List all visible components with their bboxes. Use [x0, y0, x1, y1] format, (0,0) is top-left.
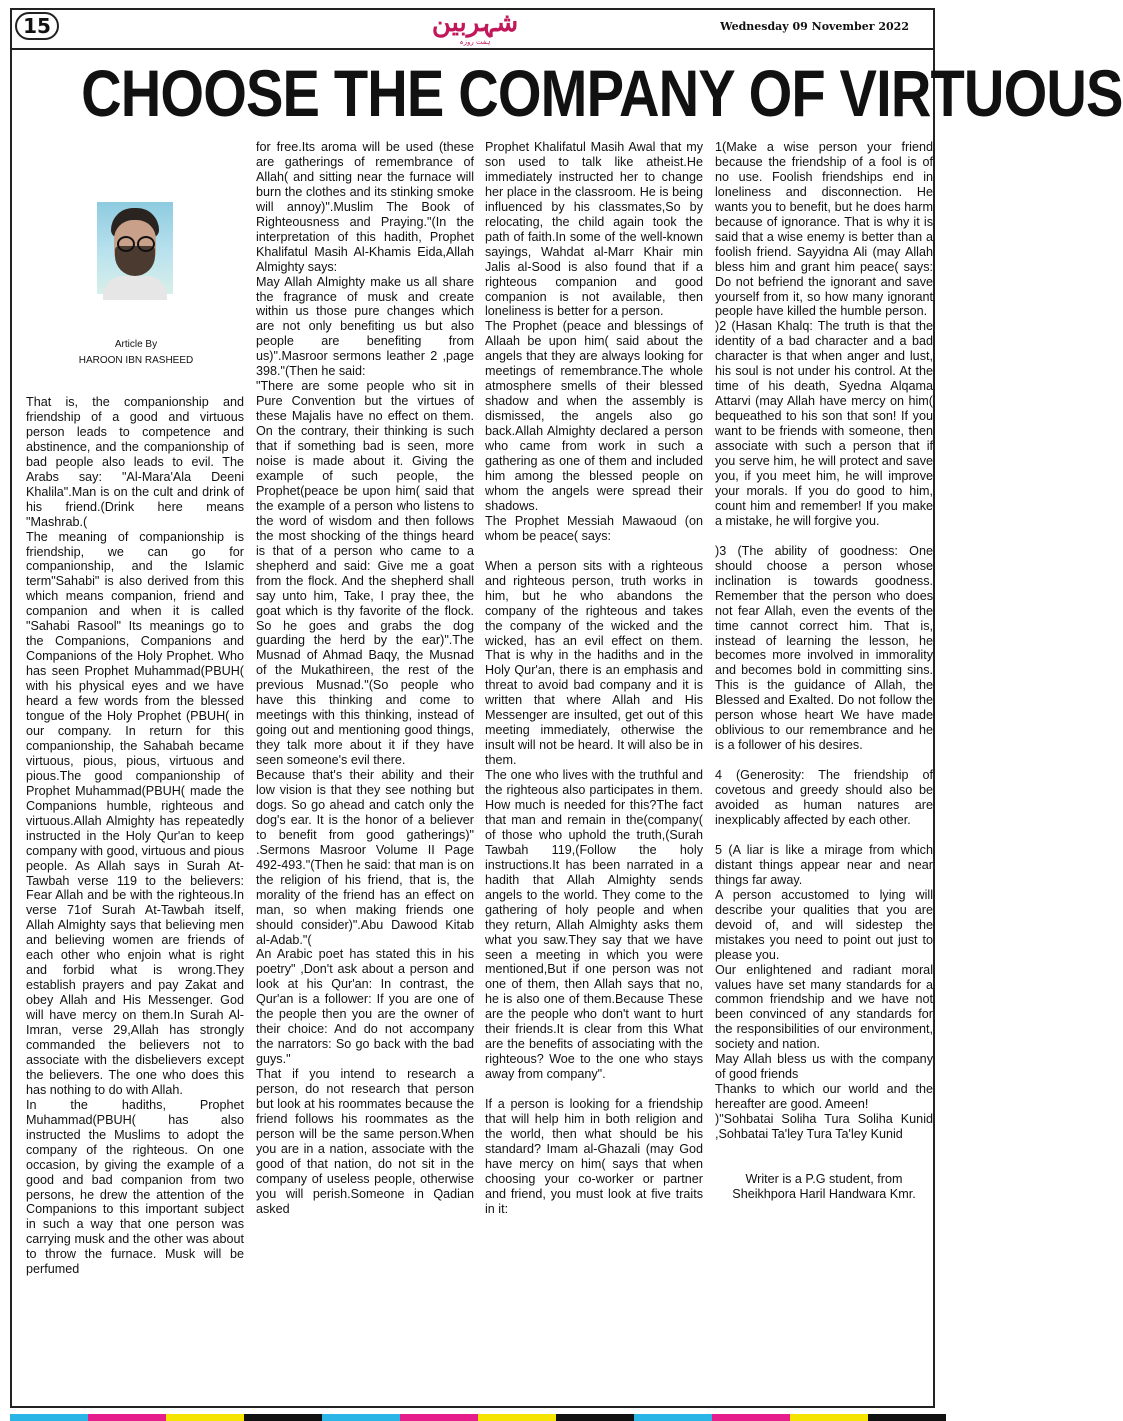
article-paragraph: May Allah bless us with the company of good friends [715, 1052, 933, 1082]
byline-label: Article By [114, 339, 158, 350]
article-paragraph: Prophet Khalifatul Masih Awal that my son used to talk like atheist.He immediately instructed her to change her place in the classroom. He is being influenced by his classmates,So by relocating, the child again took the path of faith.In some of the well-known sayings, Wahdat al-Marr Khair min Jalis al-Sood is also found that if a righteous companion and good companion is not available, then loneliness is better for a person. [485, 140, 703, 319]
article-paragraph: May Allah Almighty make us all share the fragrance of musk and create within us those pure changes which are not only benefiting us but also people are benefiting from us)".Masroor sermons leather 2 ,page 398."(Then he said: [256, 274, 474, 379]
color-swatch [166, 1414, 244, 1421]
article-paragraph: 5 (A liar is like a mirage from which distant things appear near and near things far away. [715, 842, 933, 887]
article-paragraph: The Prophet Messiah Mawaoud (on whom be peace( says: [485, 513, 703, 543]
color-swatch [400, 1414, 478, 1421]
article-paragraph: The Prophet (peace and blessings of Allaah be upon him( said about the angels that they are always looking for meetings of remembrance.The whole atmosphere smells of their blessed shadow and when the assembly is dismissed, the angels also go back.Allah Almighty declared a person who came from work in such a gathering as one of them and included him among the blessed people on whom the angels were spread their shadows. [485, 319, 703, 513]
writer-note: Writer is a P.G student, from Sheikhpora Haril Handwara Kmr. [732, 1172, 916, 1201]
author-photo [97, 202, 173, 294]
masthead-tagline: ہفت روزہ [459, 38, 491, 46]
article-paragraph: )3 (The ability of goodness: One should choose a person whose inclination is towards goodness. Remember that the person who does not fear Allah, even the events of the time cannot correct him. That is, instead of learning the lesson, he becomes more involved in immorality and becomes bold in committing sins. This is the guidance of Allah, the Blessed and Exalted. Do not follow the person whose heart We have made oblivious to our remembrance and he is a follower of his desires. [715, 543, 933, 753]
color-swatch [556, 1414, 634, 1421]
article-paragraph: That is, the companionship and friendship of a good and virtuous person leads to competence and abstinence, and the companionship of bad people also leads to evil. The Arabs say: "Al-Mara'Ala Deeni Khalila".Man is on the cult and drink of his friend.(Drink here means "Mashrab.( [26, 395, 244, 529]
color-swatch [478, 1414, 556, 1421]
article-paragraph: A person accustomed to lying will describe your qualities that you are devoid of, and will sidestep the mistakes you need to point out just to please you. [715, 887, 933, 962]
article-column-4 [715, 140, 933, 1202]
article-paragraph: )"Sohbatai Soliha Tura Soliha Kunid ,Sohbatai Ta'ley Tura Ta'ley Kunid [715, 1112, 933, 1142]
article-paragraph: "There are some people who sit in Pure Convention but the virtues of these Majalis have no effect on them. On the contrary, their thinking is such that if something bad is seen, more noise is made about it. Giving the example of such people, the Prophet(peace be upon him( said that the example of a person who listens to the word of wisdom and then follows the most shocking of the things heard is that of a person who came to a shepherd and said: Give me a goat from the flock. And the shepherd shall say unto him, Take, I pray thee, the goat which is thy favorite of the flock. So he goes and grabs the dog guarding the herd by the ear)".The Musnad of Ahmad Baqy, the Musnad of the Mukathireen, the rest of the previous Musnad."(So people who have this thinking and come to meetings with this thinking, instead of going out and mentioning good things, they talk more about it if they have seen someone's evil there. [256, 379, 474, 768]
article-paragraph: The one who lives with the truthful and the righteous also participates in them. How much is needed for this?The fact that man and remain in the(company( of those who uphold the truth,(Surah Tawbah 119,(Follow the holy instructions.It has been narrated in a hadith that Allah Almighty sends angels to the world. They come to the gathering of holy people and when they return, Allah Almighty asks them what you saw.They say that we have seen a meeting in which you were mentioned,But if one person was not one of them, then Allah says that no, he is also one of them.Because These are the people who don't want to hurt their friends.It is clear from this What are the benefits of associating with the righteous? Woe to the one who stays away from company". [485, 768, 703, 1082]
paragraph-spacer [715, 1142, 933, 1172]
color-swatch [634, 1414, 712, 1421]
article-paragraph: 1(Make a wise person your friend because the friendship of a fool is of no use. Foolish friendships end in loneliness and disconnection. He wants you to benefit, but he does harm because of ignorance. That is why it is said that a wise enemy is better than a foolish friend. Sayyidna Ali (may Allah bless him and grant him peace( says: Do not befriend the ignorant and save yourself from it, so how many ignorant people have killed the humble person. [715, 140, 933, 319]
article-column-1 [26, 395, 244, 1277]
color-swatch [88, 1414, 166, 1421]
article-paragraph: In the hadiths, Prophet Muhammad(PBUH( has also instructed the Muslims to adopt the company of the righteous. On one occasion, by giving the example of a good and bad companion from two persons, he drew the attention of the Companions to this important subject in such a way that one person was carrying musk and the other was about to throw the furnace. Musk will be perfumed [26, 1097, 244, 1277]
article-paragraph: The meaning of companionship is friendship, we can go for companionship, and the Islamic term"Sahabi" is also derived from this which means companion, friend and companion and when it is called "Sahabi Rasool" Its meanings go to the Companions, Companions and Companions of the Holy Prophet. Who has seen Prophet Muhammad(PBUH( with his physical eyes and we have heard a few words from the blessed tongue of the Holy Prophet (PBUH( in our company. In return for this companionship, the Sahabah became virtuous, pious, pious, virtuous and pious.The good companionship of Prophet Muhammad(PBUH( made the Companions humble, righteous and virtuous.Allah Almighty has repeatedly instructed in the Holy Qur'an to keep company with good, virtuous and pious people. As Allah says in Surah At-Tawbah verse 119 to the believers: Fear Allah and be with the righteous.In verse 71of Surah At-Tawbah itself, Allah Almighty says that believing men and believing women are friends of each other who enjoin what is right and forbid what is wrong.They establish prayers and pay Zakat and obey Allah and His Messenger. God will have mercy on them.In Surah Al-Imran, verse 29,Allah has strongly commanded the believers not to associate with the disbelievers except the believers. The one who does this has nothing to do with Allah. [26, 529, 244, 1097]
article-paragraph: 4 (Generosity: The friendship of covetous and greedy should also be avoided as human natures are inexplicably affected by each other. [715, 768, 933, 827]
color-swatch [868, 1414, 946, 1421]
byline [46, 337, 226, 369]
paragraph-spacer [485, 1082, 703, 1097]
color-swatch [10, 1414, 88, 1421]
color-swatch [712, 1414, 790, 1421]
issue-date: Wednesday 09 November 2022 [720, 20, 909, 33]
color-swatch [790, 1414, 868, 1421]
color-swatch [322, 1414, 400, 1421]
article-headline: CHOOSE THE COMPANY OF VIRTUOUS [81, 56, 1123, 130]
article-paragraph: That if you intend to research a person, do not research that person but look at his roommates because the friend follows his roommates as the person will be the same person.When you are in a nation, associate with the good of that nation, do not sit in the company of useless people, otherwise you will perish.Someone in Qadian asked [256, 1067, 474, 1216]
article-column-2 [256, 140, 474, 1217]
color-swatch [244, 1414, 322, 1421]
article-paragraph: Because that's their ability and their low vision is that they see nothing but dogs. So go ahead and catch only the dog's ear. It is the honor of a believer to benefit from good gatherings)" .Sermons Masroor Volume II Page 492-493."(Then he said: that man is on the religion of his friend, that is, the morality of the friend has an effect on man, so when making friends one should consider)".Abu Dawood Kitab al-Adab."( [256, 768, 474, 947]
masthead-logo [430, 8, 520, 52]
article-paragraph: Thanks to which our world and the hereafter are good. Ameen! [715, 1082, 933, 1112]
article-paragraph: )2 (Hasan Khalq: The truth is that the identity of a bad character and a bad character is that when anger and lust, his soul is not under his control. At the time of his death, Syedna Alqama Attarvi (may Allah have mercy on him( bequeathed to his son that son! If you want to be friends with someone, then associate with such a person that if you serve him, he will protect and save you, if you meet him, he will improve your morals. If you do good to him, count him and remember! If you make a mistake, he will forgive you. [715, 319, 933, 528]
masthead-title: شہربین [431, 8, 519, 38]
article-paragraph: for free.Its aroma will be used (these are gatherings of remembrance of Allah( and sitting near the furnace will burn the clothes and its stinking smoke will annoy)".Muslim The Book of Righteousness and Praying."(In the interpretation of this hadith, Prophet Khalifatul Masih Al-Khamis Eida,Allah Almighty says: [256, 140, 474, 274]
paragraph-spacer [485, 544, 703, 559]
article-paragraph: If a person is looking for a friendship that will help him in both religion and the world, then what should be his standard? Imam al-Ghazali (may God have mercy on him( says that when choosing your co-worker or partner and friend, you must look at five traits in it: [485, 1097, 703, 1216]
article-paragraph: An Arabic poet has stated this in his poetry" ,Don't ask about a person and look at his Qur'an: In contrast, the Qur'an is a follower: If you are one of the people then you are the owner of their choice: And do not accompany the narrators: So go back with the bad guys." [256, 947, 474, 1067]
article-paragraph: When a person sits with a righteous and righteous person, truth works in him, but he who abandons the company of the righteous and takes the company of the wicked and the wicked, has an evil effect on them. That is why in the hadiths and in the Holy Qur'an, there is an emphasis and threat to avoid bad company and it is written that where Allah and His Messenger are insulted, get out of this meeting immediately, otherwise the insult will not be heard. It will also be in them. [485, 558, 703, 768]
paragraph-spacer [715, 753, 933, 768]
byline-author: HAROON IBN RASHEED [78, 355, 194, 366]
article-paragraph: Our enlightened and radiant moral values have set many standards for a common friendship and we have not been convinced of any standards for the responsibilities of our environment, society and nation. [715, 962, 933, 1052]
page-number: 15 [15, 12, 59, 40]
article-column-3 [485, 140, 703, 1217]
paragraph-spacer [715, 529, 933, 544]
paragraph-spacer [715, 828, 933, 843]
